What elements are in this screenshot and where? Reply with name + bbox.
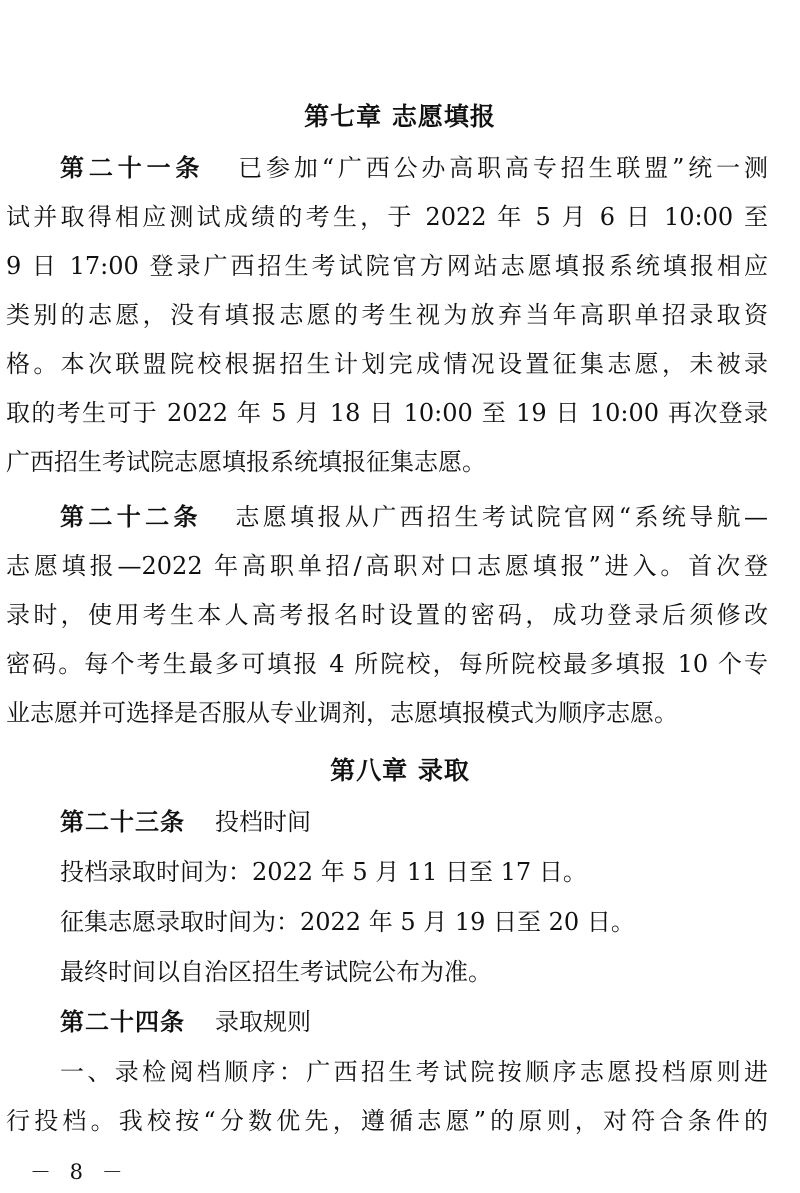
article-21-line-6: 取的考生可于 2022 年 5 月 18 日 10:00 至 19 日 10:00 再次登录 <box>6 399 768 427</box>
article-21-line-5: 格。本次联盟院校根据招生计划完成情况设置征集志愿，未被录 <box>6 350 768 378</box>
article-22-line-1: 第二十二条 志愿填报从广西招生考试院官网“系统导航— <box>60 503 768 531</box>
article-23-heading: 第二十三条 <box>60 808 185 836</box>
article-21-line-7: 广西招生考试院志愿填报系统填报征集志愿。 <box>6 448 486 476</box>
article-21-line-4: 类别的志愿，没有填报志愿的考生视为放弃当年高职单招录取资 <box>6 301 768 329</box>
chapter-7-title: 第七章 志愿填报 <box>304 102 496 131</box>
article-23-line-2: 投档录取时间为：2022 年 5 月 11 日至 17 日。 <box>60 858 587 886</box>
article-24-line-3: 行投档。我校按“分数优先，遵循志愿”的原则，对符合条件的 <box>6 1107 768 1135</box>
article-22-line-4: 密码。每个考生最多可填报 4 所院校，每所院校最多填报 10 个专 <box>6 650 768 678</box>
article-23-line-3: 征集志愿录取时间为：2022 年 5 月 19 日至 20 日。 <box>60 908 635 936</box>
article-23-line-1: 第二十三条 投档时间 <box>60 808 311 836</box>
article-21-line-3: 9 日 17:00 登录广西招生考试院官方网站志愿填报系统填报相应 <box>6 252 768 280</box>
article-21-line-2: 试并取得相应测试成绩的考生，于 2022 年 5 月 6 日 10:00 至 <box>6 203 768 231</box>
article-24-line-2: 一、录检阅档顺序：广西招生考试院按顺序志愿投档原则进 <box>60 1058 768 1086</box>
article-24-line-1: 第二十四条 录取规则 <box>60 1008 311 1036</box>
article-22-line-2: 志愿填报—2022 年高职单招/高职对口志愿填报”进入。首次登 <box>6 552 768 580</box>
article-21-line-1: 第二十一条 已参加“广西公办高职高专招生联盟”统一测 <box>60 154 768 182</box>
chapter-8-title: 第八章 录取 <box>330 756 470 785</box>
article-23-line-4: 最终时间以自治区招生考试院公布为准。 <box>60 958 492 986</box>
article-22-heading: 第二十二条 <box>60 503 202 531</box>
article-22-line-5: 业志愿并可选择是否服从专业调剂，志愿填报模式为顺序志愿。 <box>6 699 678 727</box>
article-24-heading: 第二十四条 <box>60 1008 185 1036</box>
page-number: － 8 － <box>30 1160 129 1184</box>
article-22-line-3: 录时，使用考生本人高考报名时设置的密码，成功登录后须修改 <box>6 601 768 629</box>
article-21-heading: 第二十一条 <box>60 154 205 182</box>
